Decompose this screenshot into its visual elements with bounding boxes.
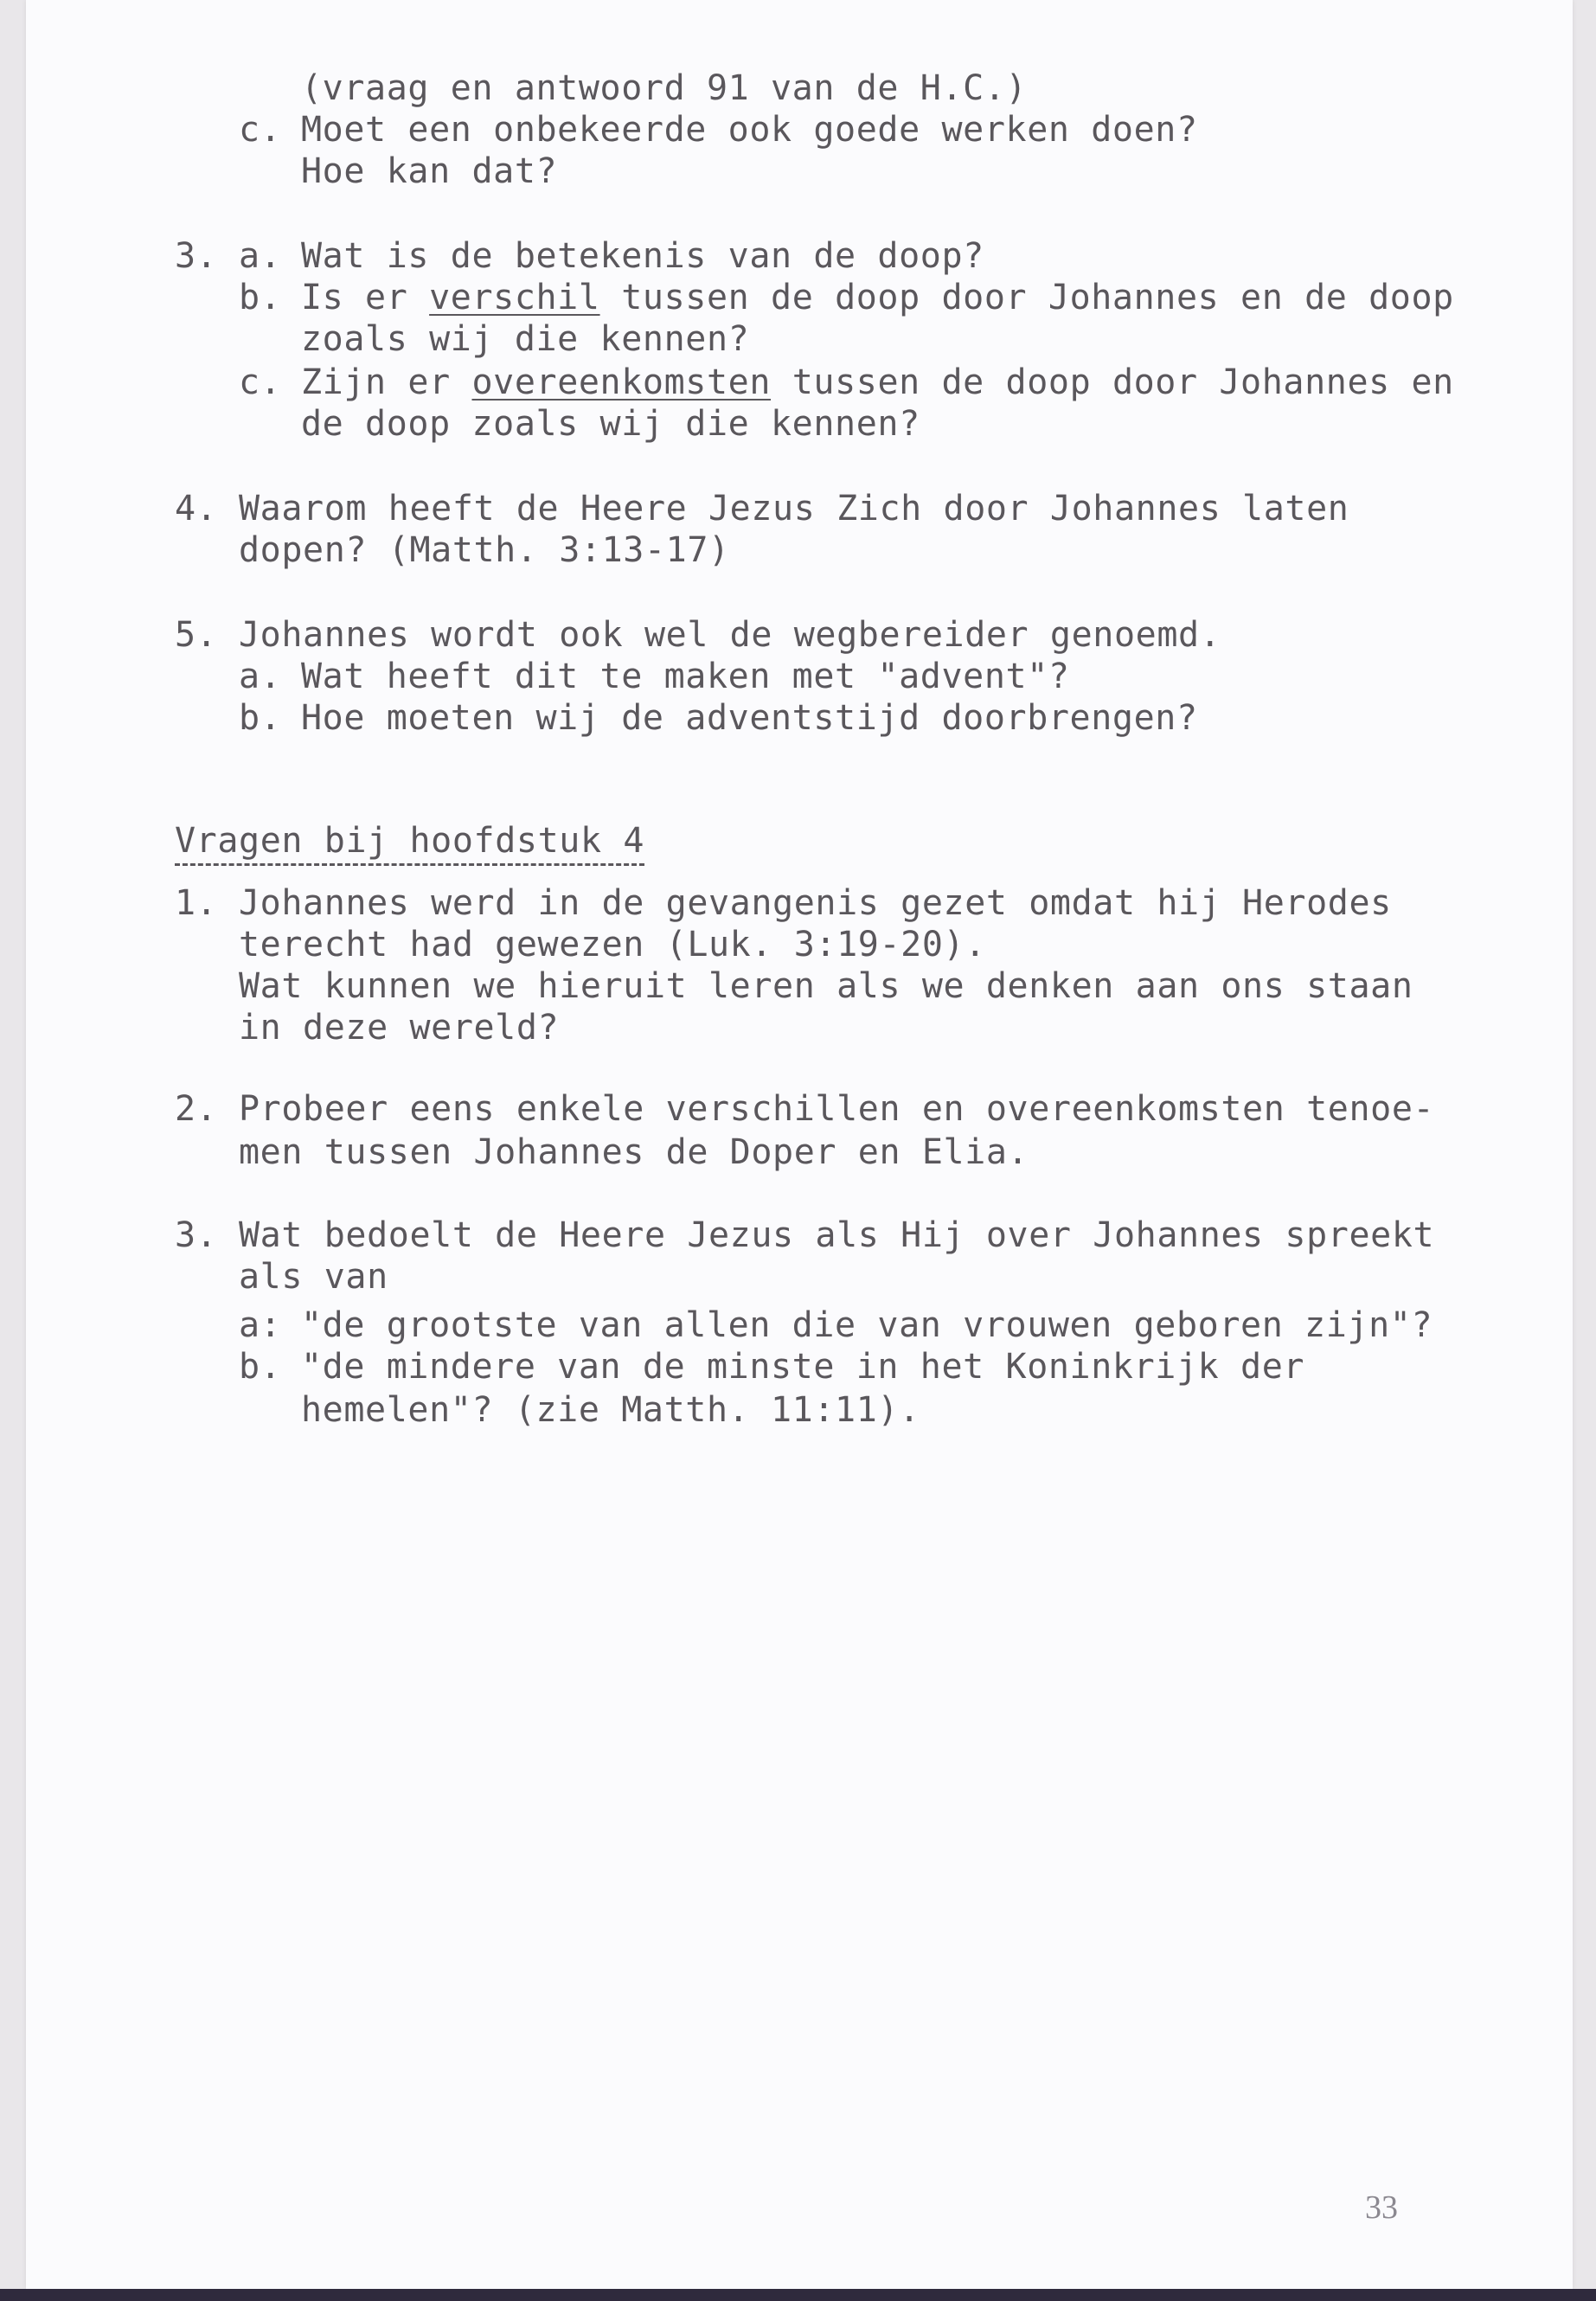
- question-number: 3.: [175, 236, 218, 276]
- text-line: Wat is de betekenis van de doop?: [301, 236, 984, 276]
- underlined-word: overeenkomsten: [471, 362, 772, 402]
- text-line: Johannes werd in de gevangenis gezet omdat hij Herodes: [239, 883, 1392, 923]
- text-line: hemelen"? (zie Matth. 11:11).: [301, 1390, 920, 1430]
- item-label: c.: [239, 362, 282, 402]
- text-line: de doop zoals wij die kennen?: [301, 404, 920, 444]
- question-number: 1.: [175, 883, 218, 923]
- question-number: 3.: [175, 1215, 218, 1255]
- text-segment: Zijn er: [301, 362, 472, 402]
- item-label: a:: [239, 1305, 282, 1345]
- text-segment: tussen de doop door Johannes en de doop: [599, 278, 1454, 317]
- section-heading: Vragen bij hoofdstuk 4: [175, 820, 644, 866]
- text-line: [301, 277, 1454, 318]
- text-segment: Is er: [301, 278, 430, 317]
- text-line: [301, 362, 1454, 403]
- text-segment: tussen de doop door Johannes en: [771, 362, 1454, 402]
- bottom-edge-strip: [0, 2289, 1596, 2301]
- text-line: Hoe moeten wij de adventstijd doorbrengen?: [301, 698, 1198, 738]
- text-line: Moet een onbekeerde ook goede werken doen?: [301, 110, 1198, 150]
- item-label: a.: [239, 657, 282, 696]
- text-line: Probeer eens enkele verschillen en overeenkomsten tenoe-: [239, 1089, 1435, 1129]
- item-label: a.: [239, 236, 282, 276]
- text-line: als van: [239, 1257, 388, 1297]
- text-line: Wat kunnen we hieruit leren als we denken aan ons staan: [239, 966, 1413, 1006]
- text-line: in deze wereld?: [239, 1008, 560, 1048]
- question-number: 5.: [175, 615, 218, 655]
- page-number: 33: [1365, 2189, 1398, 2226]
- text-line: men tussen Johannes de Doper en Elia.: [239, 1132, 1029, 1172]
- underlined-word: verschil: [429, 278, 600, 317]
- question-number: 2.: [175, 1089, 218, 1129]
- text-line: "de grootste van allen die van vrouwen geboren zijn"?: [301, 1305, 1433, 1345]
- text-line: zoals wij die kennen?: [301, 319, 750, 359]
- question-number: 4.: [175, 489, 218, 529]
- text-line: "de mindere van de minste in het Koninkrijk der: [301, 1347, 1305, 1387]
- item-label: b.: [239, 698, 282, 738]
- text-line: Wat heeft dit te maken met "advent"?: [301, 657, 1070, 696]
- text-line: Waarom heeft de Heere Jezus Zich door Johannes laten: [239, 489, 1349, 529]
- text-line: terecht had gewezen (Luk. 3:19-20).: [239, 925, 986, 965]
- text-line: Wat bedoelt de Heere Jezus als Hij over Johannes spreekt: [239, 1215, 1435, 1255]
- text-line: Hoe kan dat?: [301, 151, 558, 191]
- item-label: c.: [239, 110, 282, 150]
- text-line: (vraag en antwoord 91 van de H.C.): [301, 68, 1028, 108]
- page-sheet: [26, 0, 1573, 2289]
- text-line: dopen? (Matth. 3:13-17): [239, 530, 730, 570]
- text-line: Johannes wordt ook wel de wegbereider genoemd.: [239, 615, 1221, 655]
- item-label: b.: [239, 278, 282, 317]
- item-label: b.: [239, 1347, 282, 1387]
